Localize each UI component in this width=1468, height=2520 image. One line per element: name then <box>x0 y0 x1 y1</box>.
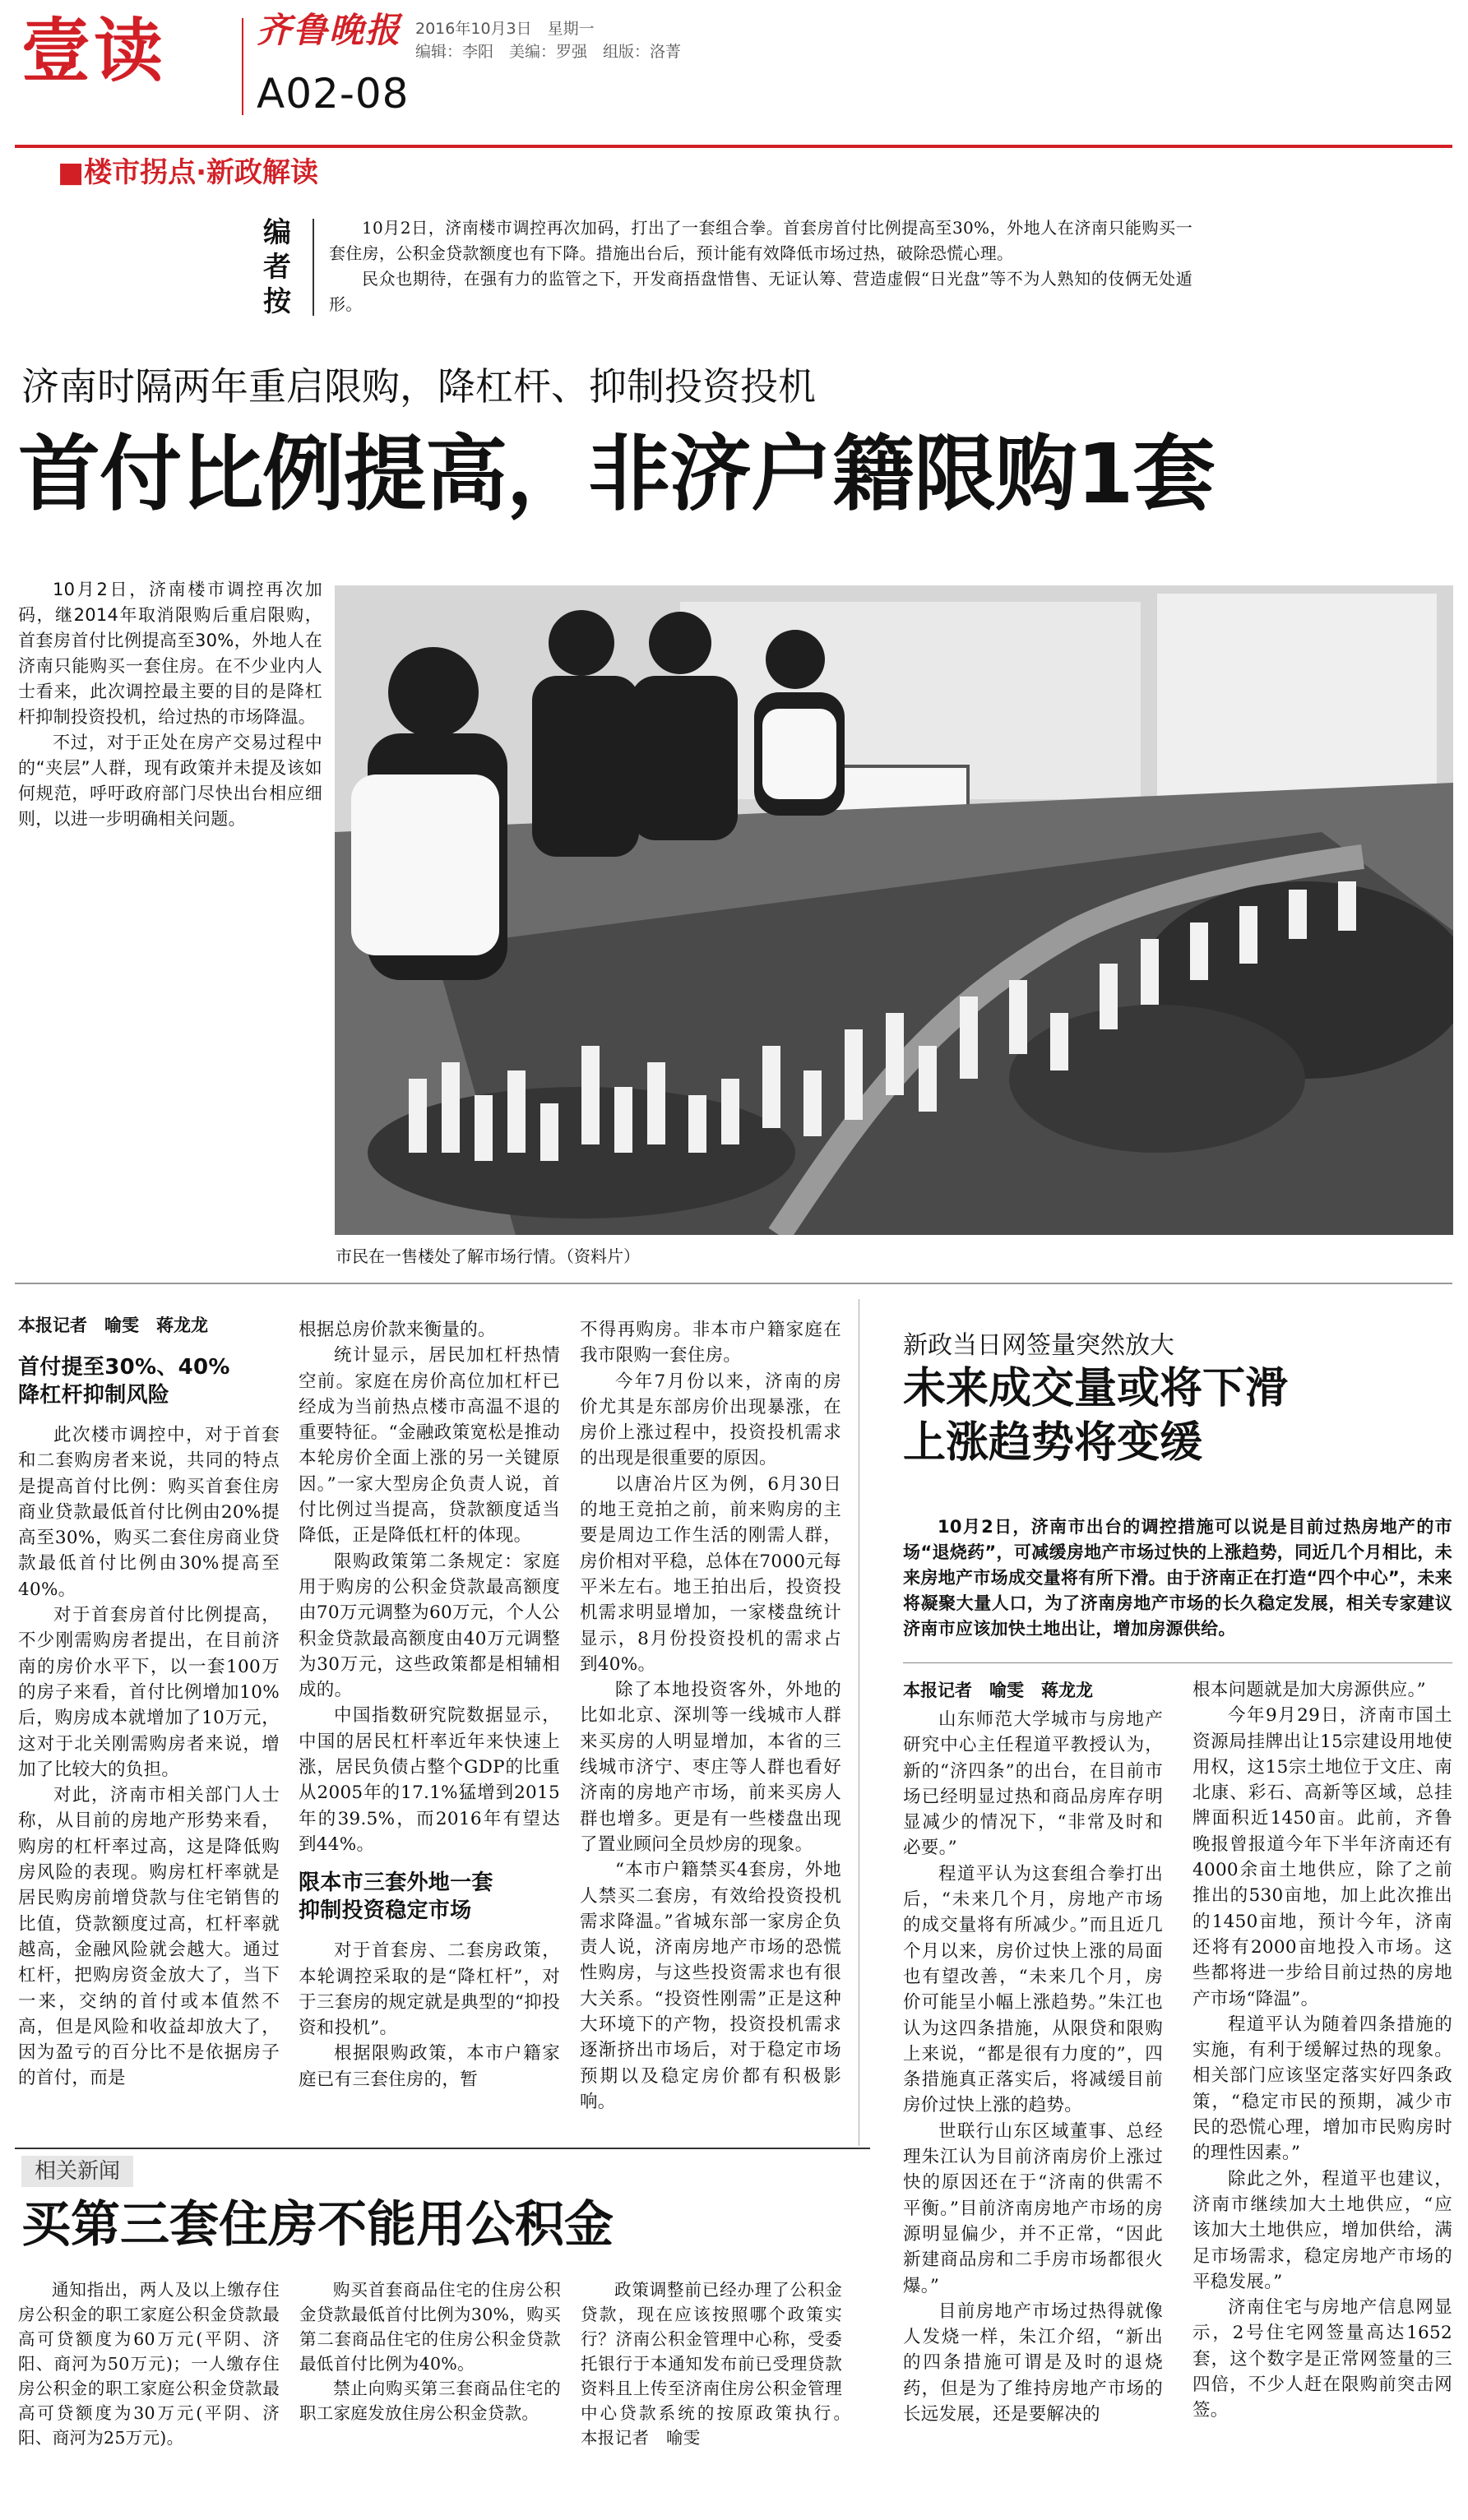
photo-caption: 市民在一售楼处了解市场行情。（资料片） <box>336 1246 640 1266</box>
section-banner: ■楼市拐点·新政解读 <box>58 156 319 189</box>
main-col2-p3: 限购政策第二条规定：家庭用于购房的公积金贷款最高额度由70万元调整为60万元，个人公积金贷款最高额度由40万元调整为30万元，这些政策都是相辅相成的。 <box>299 1551 560 1701</box>
main-col3-p4: 除了本地投资客外，外地的比如北京、深圳等一线城市人群来买房的人明显增加，本省的三线城市济宁、枣庄等人群也看好济南的房地产市场，前来买房人群也增多。更是有一些楼盘出现了置业顾问全员炒房的现象。 <box>580 1680 841 1855</box>
side-col2-p4: 除此之外，程道平也建议，济南市继续加大土地供应，“应该加大土地供应，增加供给，满足市场需求，稳定房地产市场的平稳发展。” <box>1192 2168 1452 2292</box>
main-headline: 首付比例提高，非济户籍限购1套 <box>18 426 1215 522</box>
masthead-divider <box>242 18 243 115</box>
subhead-2: 限本市三套外地一套 抑制投资稳定市场 <box>299 1870 493 1924</box>
side-headline: 未来成交量或将下滑 上涨趋势将变缓 <box>903 1364 1289 1468</box>
masthead <box>0 0 1468 156</box>
paper-logo: 齐鲁晚报 <box>257 10 402 50</box>
main-photo <box>335 585 1453 1235</box>
side-kicker: 新政当日网签量突然放大 <box>903 1331 1174 1360</box>
main-col-2 <box>299 1317 560 2092</box>
related-col3-text: 政策调整前已经办理了公积金贷款，现在应该按照哪个政策实行？济南公积金管理中心称，受委托银行于本通知发布前已受理贷款资料且上传至济南住房公积金管理中心贷款系统的按原政策执行。 本报记者 喻雯 <box>581 2280 859 2448</box>
side-col1-p2: 程道平认为这套组合拳打出后，“未来几个月，房地产市场的成交量将有所减少。”而且近几个月以来，房价过快上涨的局面也有望改善，“未来几个月，房价可能呈小幅上涨趋势。”朱江也认为这四条措施，从限贷和限购上来说，“都是很有力度的”，四条措施真正落实后，将减缓目前房价过快上涨的趋势。 <box>903 1863 1163 2116</box>
side-col1-p3: 世联行山东区域董事、总经理朱江认为目前济南房价上涨过快的原因还在于“济南的供需不平衡。”目前济南房地产市场的房源明显偏少，并不正常，“因此新建商品房和二手房市场都很火爆。” <box>903 2120 1163 2296</box>
main-kicker: 济南时隔两年重启限购，降杠杆、抑制投资投机 <box>21 364 816 409</box>
related-col2-p1: 购买首套商品住宅的住房公积金贷款最低首付比例为30%，购买第二套商品住宅的住房公积金贷款最低首付比例为40%。 <box>299 2280 561 2374</box>
main-col2-p2: 统计显示，居民加杠杆热情空前。家庭在房价高位加杠杆已经成为当前热点楼市高温不退的重要特征。“金融政策宽松是推动本轮房价全面上涨的另一关键原因。”一家大型房企负责人说，首付比例过当提高，贷款额度适当降低，正是降低杠杆的体现。 <box>299 1345 560 1547</box>
main-col3-p5: “本市户籍禁买4套房，外地人禁买二套房，有效给投资投机需求降温。”省城东部一家房企负责人说，济南房地产市场的恐慌性购房，与这些投资需求也有很大关系。“投资性刚需”正是这种大环境下的产物，投资投机需求逐渐挤出市场后，对于稳定市场预期以及稳定房价都有积极影响。 <box>580 1860 841 2112</box>
side-col-1 <box>903 1707 1163 2427</box>
side-col1-p1: 山东师范大学城市与房地产研究中心主任程道平教授认为，新的“济四条”的出台，在目前市场已经明显过热和商品房库存明显减少的情况下，“非常及时和必要。” <box>903 1709 1163 1859</box>
editor-note-p1: 10月2日，济南楼市调控再次加码，打出了一套组合拳。首套房首付比例提高至30%，外地人在济南只能购买一套住房，公积金贷款额度也有下降。措施出台后，预计能有效降低市场过热，破除恐慌心理。 <box>329 218 1192 263</box>
side-byline: 本报记者 喻雯 蒋龙龙 <box>903 1681 1093 1700</box>
main-col1-p1: 此次楼市调控中，对于首套和二套购房者来说，共同的特点是提高首付比例：购买首套住房商业贷款最低首付比例由20%提高至30%，购买二套住房商业贷款最低首付比例由30%提高至40%。 <box>18 1425 280 1600</box>
related-news <box>15 2148 877 2509</box>
main-lead-p2: 不过，对于正处在房产交易过程中的“夹层”人群，现有政策并未提及该如何规范，呼吁政府部门尽快出台相应细则，以进一步明确相关问题。 <box>18 733 322 829</box>
banner-rule <box>15 145 1452 148</box>
section-title: 壹读 <box>21 11 167 91</box>
related-col-1 <box>18 2277 280 2450</box>
side-col2-p3: 程道平认为随着四条措施的实施，有利于缓解过热的现象。相关部门应该坚定落实好四条政策，“稳定市民的预期，减少市民的恐慌心理，增加市民购房时的理性因素。” <box>1192 2014 1452 2164</box>
side-col2-p5: 济南住宅与房地产信息网显示，2号住宅网签量高达1652套，这个数字是正常网签量的三四倍，不少人赶在限购前突击网签。 <box>1192 2297 1452 2421</box>
related-top-rule <box>15 2148 870 2149</box>
related-col2-p2: 禁止向购买第三套商品住宅的职工家庭发放住房公积金贷款。 <box>299 2379 561 2423</box>
subhead-1: 首付提至30%、40% 降杠杆抑制风险 <box>18 1355 230 1408</box>
main-byline: 本报记者 喻雯 蒋龙龙 <box>18 1315 208 1335</box>
main-col2-p5: 对于首套房、二套房政策，本轮调控采取的是“降杠杆”，对于三套房的规定就是典型的“抑投资和投机”。 <box>299 1940 560 2039</box>
main-col-1 <box>18 1342 280 2092</box>
photo-divider <box>15 1283 1452 1284</box>
page-code: A02-08 <box>257 70 410 118</box>
editor-note-rule <box>313 219 314 316</box>
main-col1-p2: 对于首套房首付比例提高，不少刚需购房者提出，在目前济南的房价水平下，以一套100万的房子来看，首付比例增加10%后，购房成本就增加了10万元，这对于北关刚需购房者来说，增加了比较大的负担。 <box>18 1605 280 1780</box>
sales-office-photo <box>335 585 1453 1235</box>
main-col2-p1: 根据总房价款来衡量的。 <box>299 1320 496 1340</box>
related-col-2 <box>299 2277 561 2425</box>
side-lead-text: 10月2日，济南市出台的调控措施可以说是目前过热房地产的市场“退烧药”，可减缓房地产市场过快的上涨趋势，同近几个月相比，未来房地产市场成交量将有所下滑。由于济南正在打造“四个中心”，未来将凝聚大量人口，为了济南房地产市场的长久稳定发展，相关专家建议济南市应该加快土地出让，增加房源供给。 <box>903 1517 1452 1639</box>
main-lead-p1: 10月2日，济南楼市调控再次加码，继2014年取消限购后重启限购，首套房首付比例提高至30%，外地人在济南只能购买一套住房。在不少业内人士看来，此次调控最主要的目的是降杠杆抑制投资投机，给过热的市场降温。 <box>18 580 322 727</box>
main-col2-p4: 中国指数研究院数据显示，中国的居民杠杆率近年来快速上涨，居民负债占整个GDP的比重从2005年的17.1%猛增到2015年的39.5%，而2016年有望达到44%。 <box>299 1705 560 1855</box>
side-lead <box>903 1514 1452 1642</box>
side-col1-p4: 目前房地产市场过热得就像人发烧一样，朱江介绍，“新出的四条措施可谓是及时的退烧药，但是为了维持房地产市场的长远发展，还是要解决的 <box>903 2300 1163 2425</box>
main-col2-p6: 根据限购政策，本市户籍家庭已有三套住房的，暂 <box>299 2043 560 2090</box>
editor-note <box>263 215 1209 322</box>
date-line: 2016年10月3日 星期一 <box>415 20 595 38</box>
main-col-3 <box>580 1317 841 2115</box>
editor-note-label: 编者按 <box>263 216 291 318</box>
related-col-3 <box>581 2277 859 2450</box>
main-col3-p2: 今年7月份以来，济南的房价尤其是东部房价出现暴涨，在房价上涨过程中，投资投机需求的出现是很重要的原因。 <box>580 1371 841 1469</box>
editor-note-body <box>329 215 1192 317</box>
related-col1-text: 通知指出，两人及以上缴存住房公积金的职工家庭公积金贷款最高可贷额度为60万元(平阴、济阳、商河为50万元)；一人缴存住房公积金的职工家庭公积金贷款最高可贷额度为30万元(平阴、济阳、商河为25万元)。 <box>18 2280 280 2448</box>
side-col2-p1: 根本问题就是加大房源供应。” <box>1192 1680 1426 1700</box>
side-lead-rule <box>903 1662 1452 1663</box>
staff-line: 编辑：李阳 美编：罗强 组版：洛菁 <box>415 43 682 61</box>
main-col1-p3: 对此，济南市相关部门人士称，从目前的房地产形势来看，购房的杠杆率过高，这是降低购房风险的表现。购房杠杆率就是居民购房前增贷款与住宅销售的比值，贷款额度过高，杠杆率就越高，金融风险就会越大。通过杠杆，把购房资金放大了，当下一来，交纳的首付或本值然不高，但是风险和收益却放大了，因为盈亏的百分比不是依据房子的首付，而是 <box>18 1785 280 2089</box>
main-lead <box>18 577 322 832</box>
main-col3-p1: 不得再购房。非本市户籍家庭在我市限购一套住房。 <box>580 1320 841 1366</box>
editor-note-p2: 民众也期待，在强有力的监管之下，开发商捂盘惜售、无证认筹、营造虚假“日光盘”等不为人熟知的伎俩无处遁形。 <box>329 269 1192 314</box>
main-col3-p3: 以唐冶片区为例，6月30日的地王竞拍之前，前来购房的主要是周边工作生活的刚需人群，房价相对平稳，总体在7000元每平米左右。地王拍出后，投资投机需求明显增加，一家楼盘统计显示，8月份投资投机的需求占到40%。 <box>580 1473 841 1675</box>
related-tag: 相关新闻 <box>21 2156 133 2187</box>
side-col-2 <box>1192 1677 1452 2424</box>
side-col2-p2: 今年9月29日，济南市国土资源局挂牌出让15宗建设用地使用权，这15宗土地位于文庄、南北康、彩石、高新等区域，总挂牌面积近1450亩。此前，齐鲁晚报曾报道今年下半年济南还有4000余亩土地供应，除了之前推出的530亩地，加上此次推出的1450亩地，预计今年，济南还将有2000亩地投入市场。这些都将进一步给目前过热的房地产市场“降温”。 <box>1192 1705 1452 2009</box>
related-headline: 买第三套住房不能用公积金 <box>21 2196 614 2254</box>
